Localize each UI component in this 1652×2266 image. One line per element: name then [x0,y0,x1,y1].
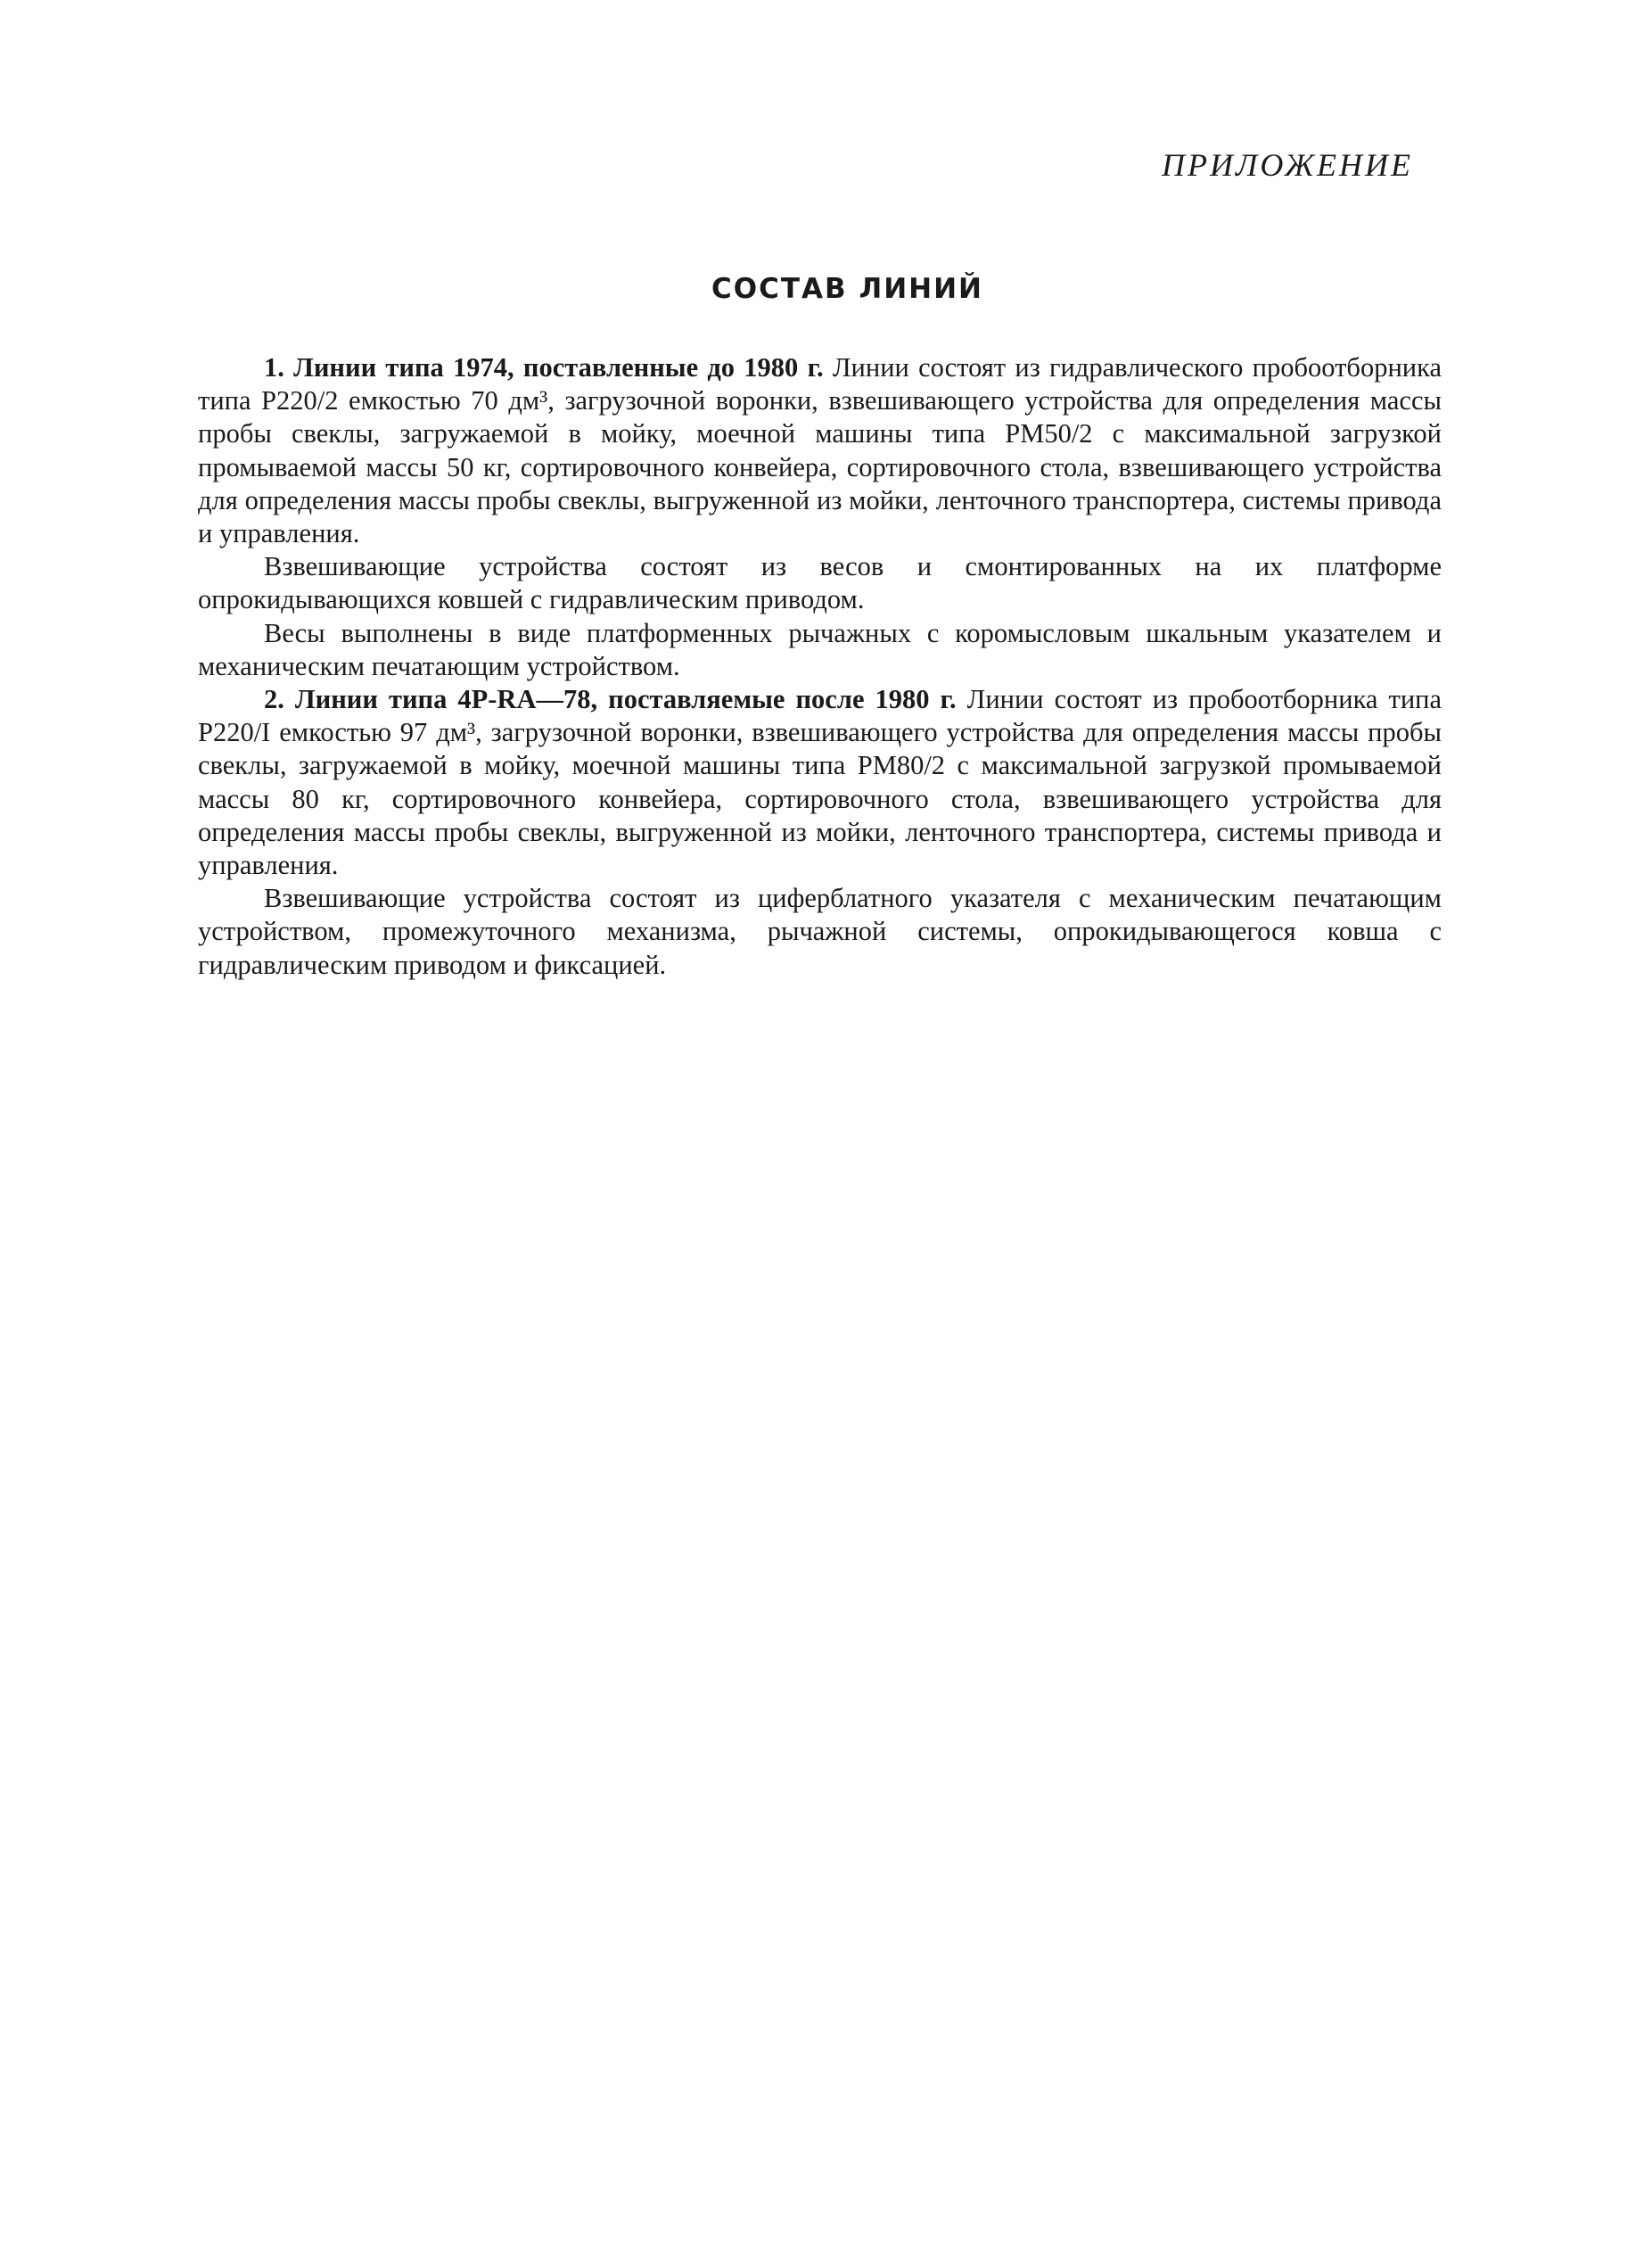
paragraph-1-text: Линии состоят из гидравлического пробоотборника типа Р220/2 емкостью 70 дм³, загрузочной воронки, взвешивающего устройства для определения массы пробы свеклы, загружаемой в мойку, моечной машины типа РМ50/2 с максимальной загрузкой промываемой массы 50 кг, сортировочного конвейера, сортировочного стола, взвешивающего устройства для определения массы пробы свеклы, выгруженной из мойки, ленточного транспортера, системы привода и управления. [198,352,1442,549]
paragraph-1-lead: 1. Линии типа 1974, поставленные до 1980 г. [264,352,824,383]
paragraph-3 [198,617,1442,683]
section-title: СОСТАВ ЛИНИЙ [711,273,983,305]
paragraph-4-text: Линии состоят из пробоотборника типа Р220/I емкостью 97 дм³, загрузочной воронки, взвешивающего устройства для определения массы пробы свеклы, загружаемой в мойку, моечной машины типа РМ80/2 с максимальной загрузкой промываемой массы 80 кг, сортировочного конвейера, сортировочного стола, взвешивающего устройства для определения массы пробы свеклы, выгруженной из мойки, ленточного транспортера, системы привода и управления. [198,684,1442,881]
paragraph-1 [198,351,1442,550]
paragraph-4 [198,683,1442,882]
paragraph-4-lead: 2. Линии типа 4P-RA—78, поставляемые после 1980 г. [264,684,957,715]
paragraph-2-text: Взвешивающие устройства состоят из весов и смонтированных на их платформе опрокидывающихся ковшей с гидравлическим приводом. [198,551,1442,615]
appendix-label: ПРИЛОЖЕНИЕ [1162,147,1413,183]
paragraph-5 [198,882,1442,982]
body-text [198,351,1442,982]
paragraph-3-text: Весы выполнены в виде платформенных рычажных с коромысловым шкальным указателем и механическим печатающим устройством. [198,617,1442,681]
paragraph-5-text: Взвешивающие устройства состоят из циферблатного указателя с механическим печатающим устройством, промежуточного механизма, рычажной системы, опрокидывающегося ковша с гидравлическим приводом и фиксацией. [198,883,1442,980]
paragraph-2 [198,550,1442,616]
